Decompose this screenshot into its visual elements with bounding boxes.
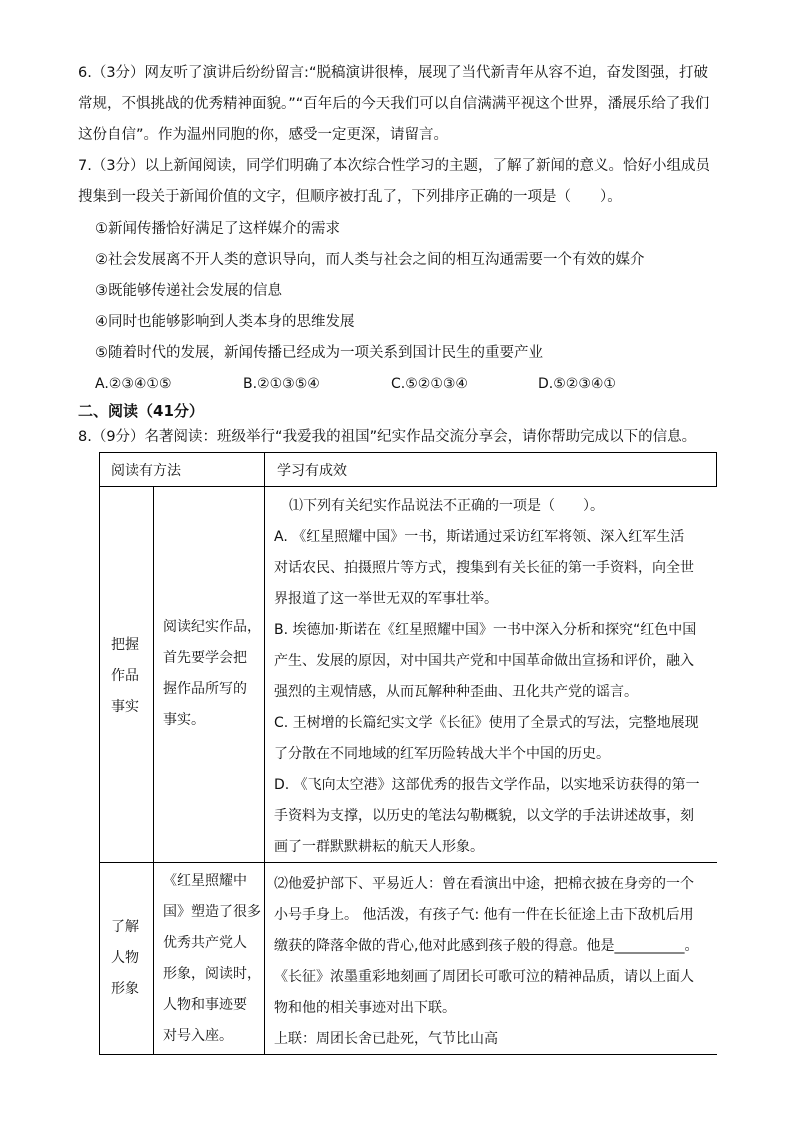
method-text: 阅读纪实作品， bbox=[163, 619, 261, 635]
option-b-cont: 产生、发展的原因，对中国共产党和中国革命做出宣扬和评价，融入 bbox=[274, 653, 694, 669]
category-text: 人物 bbox=[111, 950, 139, 966]
category-text: 把握 bbox=[111, 637, 139, 653]
table-border bbox=[99, 452, 717, 453]
method-text: 国》塑造了很多 bbox=[163, 904, 261, 920]
method-text: 《红星照耀中 bbox=[163, 873, 247, 889]
table-border bbox=[99, 862, 717, 863]
method-text: 形象，阅读时， bbox=[163, 966, 261, 982]
row2-method bbox=[163, 866, 261, 1052]
choice-a[interactable]: A.②③④①⑤ bbox=[95, 376, 172, 392]
option-d-cont: 画了一群默默耕耘的航天人形象。 bbox=[274, 839, 484, 855]
q7-line: 7.（3分）以上新闻阅读，同学们明确了本次综合性学习的主题，了解了新闻的意义。恰好小组成员 bbox=[78, 158, 711, 174]
q8-stem: 8.（9分）名著阅读：班级举行“我爱我的祖国”纪实作品交流分享会，请你帮助完成以下的信息。 bbox=[78, 429, 697, 445]
option-a-cont: 对话农民、拍摄照片等方式，搜集到有关长征的第一手资料，向全世 bbox=[274, 560, 694, 576]
question-8-2-text: 小号手身上。 他活泼，有孩子气: 他有一件在长征途上击下敌机后用 bbox=[274, 907, 694, 923]
method-text: 优秀共产党人 bbox=[163, 935, 247, 951]
method-text: 事实。 bbox=[163, 712, 205, 728]
option-d[interactable]: D. 《飞向太空港》这部优秀的报告文学作品，以实地采访获得的第一 bbox=[274, 777, 700, 793]
section-title: 二、阅读（41分） bbox=[78, 402, 204, 420]
q7-item: ②社会发展离不开人类的意识导向，而人类与社会之间的相互沟通需要一个有效的媒介 bbox=[95, 252, 645, 268]
option-c[interactable]: C. 王树增的长篇纪实文学《长征》使用了全景式的写法，完整地展现 bbox=[274, 715, 699, 731]
category-text: 作品 bbox=[111, 668, 139, 684]
question-8-1-stem: ⑴下列有关纪实作品说法不正确的一项是（ ）。 bbox=[289, 498, 604, 514]
q6-line: 常规，不惧挑战的优秀精神面貌。”“百年后的今天我们可以自信满满平视这个世界，潘展乐给了我们 bbox=[78, 96, 710, 112]
table-header-result: 学习有成效 bbox=[277, 463, 347, 479]
option-c-cont: 了分散在不同地域的红军历险转战大半个中国的历史。 bbox=[274, 746, 610, 762]
option-b[interactable]: B. 埃德加·斯诺在《红星照耀中国》一书中深入分析和探究“红色中国 bbox=[274, 622, 697, 638]
method-text: 首先要学会把 bbox=[163, 650, 247, 666]
choice-c[interactable]: C.⑤②①③④ bbox=[391, 376, 468, 392]
q7-line: 搜集到一段关于新闻价值的文字，但顺序被打乱了，下列排序正确的一项是（ ）。 bbox=[78, 189, 622, 205]
table-border bbox=[99, 486, 717, 487]
couplet-first-line: 上联：周团长舍已赴死，气节比山高 bbox=[274, 1031, 498, 1047]
q7-item: ⑤随着时代的发展，新闻传播已经成为一项关系到国计民生的重要产业 bbox=[95, 345, 543, 361]
method-text: 对号入座。 bbox=[163, 1028, 233, 1044]
choice-d[interactable]: D.⑤②③④① bbox=[538, 376, 616, 392]
option-b-cont: 强烈的主观情感，从而瓦解种种歪曲、丑化共产党的谣言。 bbox=[274, 684, 638, 700]
row2-category bbox=[111, 912, 139, 1005]
table-border bbox=[264, 452, 265, 1055]
option-a-cont: 界报道了这一举世无双的军事壮举。 bbox=[274, 591, 498, 607]
option-a[interactable]: A. 《红星照耀中国》一书，斯诺通过采访红军将领、深入红军生活 bbox=[274, 529, 685, 545]
category-text: 了解 bbox=[111, 919, 139, 935]
table-border bbox=[153, 486, 154, 1055]
category-text: 形象 bbox=[111, 981, 139, 997]
row1-method bbox=[163, 612, 261, 736]
question-8-2-text: 物和他的相关事迹对出下联。 bbox=[274, 1000, 456, 1016]
q7-item: ④同时也能够影响到人类本身的思维发展 bbox=[95, 314, 355, 330]
method-text: 人物和事迹要 bbox=[163, 997, 247, 1013]
q7-item: ③既能够传递社会发展的信息 bbox=[95, 283, 282, 299]
q6-line: 6.（3分）网友听了演讲后纷纷留言:“脱稿演讲很棒，展现了当代新青年从容不迫，奋发图强，打破 bbox=[78, 65, 708, 81]
table-border bbox=[716, 452, 717, 487]
q7-item: ①新闻传播恰好满足了这样媒介的需求 bbox=[95, 221, 340, 237]
question-8-2-text: ⑵他爱护部下、平易近人：曾在看演出中途，把棉衣披在身旁的一个 bbox=[274, 876, 694, 892]
table-border bbox=[99, 452, 100, 1055]
q6-line: 这份自信”。作为温州同胞的你，感受一定更深，请留言。 bbox=[78, 127, 449, 143]
question-8-2-text: 《长征》浓墨重彩地刻画了周团长可歌可泣的精神品质，请以上面人 bbox=[274, 969, 694, 985]
table-border bbox=[99, 1054, 717, 1055]
category-text: 事实 bbox=[111, 699, 139, 715]
method-text: 握作品所写的 bbox=[163, 681, 247, 697]
choice-b[interactable]: B.②①③⑤④ bbox=[243, 376, 320, 392]
answer-blank[interactable]: 缴获的降落伞做的背心,他对此感到孩子般的得意。他是__________。 bbox=[274, 938, 699, 954]
row1-category bbox=[111, 630, 139, 723]
table-header-method: 阅读有方法 bbox=[111, 463, 181, 479]
option-d-cont: 手资料为支撑，以历史的笔法勾勒概貌，以文学的手法讲述故事，刻 bbox=[274, 808, 694, 824]
q8-table bbox=[99, 452, 717, 1055]
